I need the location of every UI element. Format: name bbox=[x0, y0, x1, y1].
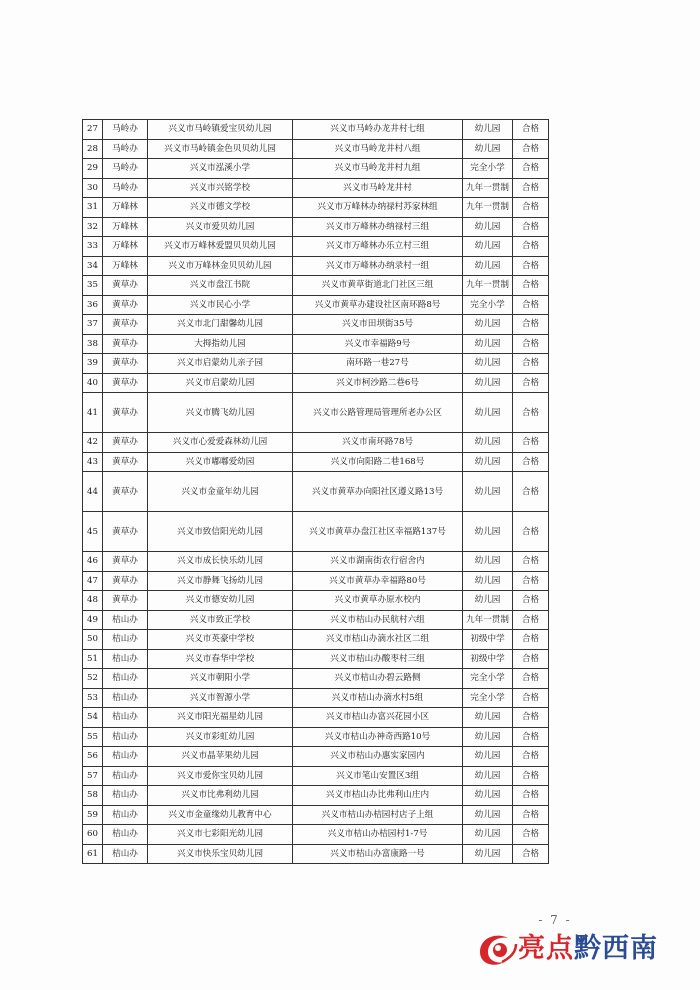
school-type-cell: 幼儿园 bbox=[463, 256, 513, 276]
office-cell: 万峰林 bbox=[103, 217, 148, 237]
school-type-cell: 幼儿园 bbox=[463, 354, 513, 374]
result-cell: 合格 bbox=[513, 393, 549, 433]
school-name-cell: 兴义市阳光福星幼儿园 bbox=[148, 708, 293, 728]
row-number: 28 bbox=[83, 139, 103, 159]
address-cell: 兴义市马岭龙井村八组 bbox=[293, 139, 463, 159]
result-cell: 合格 bbox=[513, 452, 549, 472]
table-row bbox=[83, 433, 549, 453]
school-type-cell: 幼儿园 bbox=[463, 334, 513, 354]
row-number: 34 bbox=[83, 256, 103, 276]
result-cell: 合格 bbox=[513, 354, 549, 374]
row-number: 57 bbox=[83, 766, 103, 786]
school-type-cell: 完全小学 bbox=[463, 669, 513, 689]
school-type-cell: 幼儿园 bbox=[463, 766, 513, 786]
school-name-cell: 兴义市朝阳小学 bbox=[148, 669, 293, 689]
address-cell: 兴义市桔山办惠实家园内 bbox=[293, 747, 463, 767]
result-cell: 合格 bbox=[513, 747, 549, 767]
result-cell: 合格 bbox=[513, 630, 549, 650]
address-cell: 兴义市黄草办建设社区南环路8号 bbox=[293, 295, 463, 315]
address-cell: 兴义市黄草办幸福路80号 bbox=[293, 571, 463, 591]
school-type-cell: 完全小学 bbox=[463, 159, 513, 179]
school-type-cell: 幼儿园 bbox=[463, 571, 513, 591]
school-type-cell: 幼儿园 bbox=[463, 844, 513, 864]
school-name-cell: 兴义市启蒙幼儿园 bbox=[148, 373, 293, 393]
table-row bbox=[83, 766, 549, 786]
address-cell: 兴义市笔山安置区3组 bbox=[293, 766, 463, 786]
result-cell: 合格 bbox=[513, 373, 549, 393]
result-cell: 合格 bbox=[513, 766, 549, 786]
address-cell: 兴义市幸福路9号 bbox=[293, 334, 463, 354]
school-type-cell: 完全小学 bbox=[463, 295, 513, 315]
result-cell: 合格 bbox=[513, 198, 549, 218]
row-number: 41 bbox=[83, 393, 103, 433]
table-row bbox=[83, 295, 549, 315]
result-cell: 合格 bbox=[513, 276, 549, 296]
address-cell: 兴义市马岭龙井村 bbox=[293, 178, 463, 198]
office-cell: 黄草办 bbox=[103, 354, 148, 374]
result-cell: 合格 bbox=[513, 139, 549, 159]
table-row bbox=[83, 512, 549, 552]
result-cell: 合格 bbox=[513, 433, 549, 453]
address-cell: 兴义市柯沙路二巷6号 bbox=[293, 373, 463, 393]
office-cell: 桔山办 bbox=[103, 688, 148, 708]
address-cell: 兴义市马岭办龙井村七组 bbox=[293, 120, 463, 140]
office-cell: 桔山办 bbox=[103, 727, 148, 747]
address-cell: 兴义市田坝街35号 bbox=[293, 315, 463, 335]
table-row bbox=[83, 217, 549, 237]
table-row bbox=[83, 159, 549, 179]
watermark-text-red: 亮点 bbox=[518, 933, 574, 964]
office-cell: 桔山办 bbox=[103, 649, 148, 669]
row-number: 55 bbox=[83, 727, 103, 747]
school-name-cell: 大拇指幼儿园 bbox=[148, 334, 293, 354]
table-row bbox=[83, 747, 549, 767]
address-cell: 兴义市公路管理局管理所老办公区 bbox=[293, 393, 463, 433]
office-cell: 黄草办 bbox=[103, 315, 148, 335]
table-row bbox=[83, 727, 549, 747]
table-row bbox=[83, 552, 549, 572]
swirl-logo-icon bbox=[474, 928, 520, 968]
office-cell: 黄草办 bbox=[103, 472, 148, 512]
row-number: 53 bbox=[83, 688, 103, 708]
school-type-cell: 幼儿园 bbox=[463, 315, 513, 335]
address-cell: 兴义市黄草办向阳社区遵义路13号 bbox=[293, 472, 463, 512]
table-row bbox=[83, 786, 549, 806]
school-type-cell: 幼儿园 bbox=[463, 512, 513, 552]
school-inspection-table bbox=[82, 119, 549, 864]
address-cell: 兴义市桔山办桔园村1-7号 bbox=[293, 825, 463, 845]
result-cell: 合格 bbox=[513, 844, 549, 864]
result-cell: 合格 bbox=[513, 217, 549, 237]
result-cell: 合格 bbox=[513, 688, 549, 708]
school-name-cell: 兴义市英豪中学校 bbox=[148, 630, 293, 650]
result-cell: 合格 bbox=[513, 708, 549, 728]
table-row bbox=[83, 571, 549, 591]
row-number: 35 bbox=[83, 276, 103, 296]
school-name-cell: 兴义市万峰林金贝贝幼儿园 bbox=[148, 256, 293, 276]
address-cell: 兴义市桔山办滴水社区二组 bbox=[293, 630, 463, 650]
school-name-cell: 兴义市致正学校 bbox=[148, 610, 293, 630]
office-cell: 黄草办 bbox=[103, 571, 148, 591]
address-cell: 兴义市黄草街道北门社区三组 bbox=[293, 276, 463, 296]
row-number: 52 bbox=[83, 669, 103, 689]
row-number: 50 bbox=[83, 630, 103, 650]
school-name-cell: 兴义市北门甜馨幼儿园 bbox=[148, 315, 293, 335]
row-number: 32 bbox=[83, 217, 103, 237]
address-cell: 兴义市湖南街农行宿舍内 bbox=[293, 552, 463, 572]
table-row bbox=[83, 805, 549, 825]
result-cell: 合格 bbox=[513, 159, 549, 179]
school-name-cell: 兴义市成长快乐幼儿园 bbox=[148, 552, 293, 572]
table-body bbox=[83, 120, 549, 864]
school-type-cell: 幼儿园 bbox=[463, 805, 513, 825]
address-cell: 兴义市万峰林办纳禄村三组 bbox=[293, 217, 463, 237]
row-number: 42 bbox=[83, 433, 103, 453]
table-row bbox=[83, 373, 549, 393]
school-type-cell: 幼儿园 bbox=[463, 708, 513, 728]
school-type-cell: 幼儿园 bbox=[463, 433, 513, 453]
office-cell: 桔山办 bbox=[103, 766, 148, 786]
table-row bbox=[83, 688, 549, 708]
school-type-cell: 初级中学 bbox=[463, 649, 513, 669]
address-cell: 兴义市桔山办滴水村5组 bbox=[293, 688, 463, 708]
row-number: 60 bbox=[83, 825, 103, 845]
office-cell: 桔山办 bbox=[103, 630, 148, 650]
office-cell: 黄草办 bbox=[103, 334, 148, 354]
office-cell: 桔山办 bbox=[103, 825, 148, 845]
row-number: 27 bbox=[83, 120, 103, 140]
address-cell: 兴义市万峰林办纳禄村苏家林组 bbox=[293, 198, 463, 218]
result-cell: 合格 bbox=[513, 295, 549, 315]
result-cell: 合格 bbox=[513, 649, 549, 669]
address-cell: 兴义市桔山办民航村六组 bbox=[293, 610, 463, 630]
result-cell: 合格 bbox=[513, 552, 549, 572]
address-cell: 兴义市万峰林办乐立村三组 bbox=[293, 237, 463, 257]
result-cell: 合格 bbox=[513, 315, 549, 335]
table-row bbox=[83, 334, 549, 354]
school-name-cell: 兴义市德文学校 bbox=[148, 198, 293, 218]
table-row bbox=[83, 452, 549, 472]
office-cell: 马岭办 bbox=[103, 178, 148, 198]
table-row bbox=[83, 610, 549, 630]
school-type-cell: 幼儿园 bbox=[463, 786, 513, 806]
office-cell: 万峰林 bbox=[103, 198, 148, 218]
school-type-cell: 幼儿园 bbox=[463, 373, 513, 393]
school-type-cell: 九年一贯制 bbox=[463, 276, 513, 296]
table-row bbox=[83, 198, 549, 218]
school-name-cell: 兴义市金童缘幼儿教育中心 bbox=[148, 805, 293, 825]
address-cell: 兴义市桔山办桔园村店子上组 bbox=[293, 805, 463, 825]
school-name-cell: 兴义市心爱爱森林幼儿园 bbox=[148, 433, 293, 453]
row-number: 46 bbox=[83, 552, 103, 572]
address-cell: 兴义市黄草办原水校内 bbox=[293, 591, 463, 611]
result-cell: 合格 bbox=[513, 669, 549, 689]
school-name-cell: 兴义市兴铭学校 bbox=[148, 178, 293, 198]
office-cell: 马岭办 bbox=[103, 120, 148, 140]
school-name-cell: 兴义市万峰林爱盟贝贝幼儿园 bbox=[148, 237, 293, 257]
row-number: 49 bbox=[83, 610, 103, 630]
school-type-cell: 初级中学 bbox=[463, 630, 513, 650]
office-cell: 黄草办 bbox=[103, 373, 148, 393]
address-cell: 兴义市桔山办富兴花园小区 bbox=[293, 708, 463, 728]
table-row bbox=[83, 844, 549, 864]
school-type-cell: 幼儿园 bbox=[463, 747, 513, 767]
row-number: 61 bbox=[83, 844, 103, 864]
school-type-cell: 幼儿园 bbox=[463, 120, 513, 140]
address-cell: 兴义市桔山办比弗利山庄内 bbox=[293, 786, 463, 806]
address-cell: 兴义市桔山办富康路一号 bbox=[293, 844, 463, 864]
table-row bbox=[83, 472, 549, 512]
result-cell: 合格 bbox=[513, 591, 549, 611]
school-name-cell: 兴义市泓溪小学 bbox=[148, 159, 293, 179]
address-cell: 兴义市黄草办盘江社区幸福路137号 bbox=[293, 512, 463, 552]
row-number: 29 bbox=[83, 159, 103, 179]
row-number: 31 bbox=[83, 198, 103, 218]
school-name-cell: 兴义市彩虹幼儿园 bbox=[148, 727, 293, 747]
result-cell: 合格 bbox=[513, 805, 549, 825]
table-row bbox=[83, 591, 549, 611]
result-cell: 合格 bbox=[513, 334, 549, 354]
school-type-cell: 九年一贯制 bbox=[463, 610, 513, 630]
school-type-cell: 幼儿园 bbox=[463, 472, 513, 512]
school-name-cell: 兴义市爱你宝贝幼儿园 bbox=[148, 766, 293, 786]
result-cell: 合格 bbox=[513, 237, 549, 257]
school-name-cell: 兴义市德安幼儿园 bbox=[148, 591, 293, 611]
address-cell: 兴义市向阳路二巷168号 bbox=[293, 452, 463, 472]
office-cell: 桔山办 bbox=[103, 669, 148, 689]
office-cell: 桔山办 bbox=[103, 708, 148, 728]
school-name-cell: 兴义市马岭镇爱宝贝幼儿园 bbox=[148, 120, 293, 140]
office-cell: 黄草办 bbox=[103, 452, 148, 472]
office-cell: 黄草办 bbox=[103, 591, 148, 611]
address-cell: 南环路一巷27号 bbox=[293, 354, 463, 374]
school-type-cell: 九年一贯制 bbox=[463, 198, 513, 218]
school-type-cell: 幼儿园 bbox=[463, 591, 513, 611]
school-name-cell: 兴义市晶苹果幼儿园 bbox=[148, 747, 293, 767]
school-name-cell: 兴义市智源小学 bbox=[148, 688, 293, 708]
school-name-cell: 兴义市金童年幼儿园 bbox=[148, 472, 293, 512]
row-number: 44 bbox=[83, 472, 103, 512]
school-type-cell: 九年一贯制 bbox=[463, 178, 513, 198]
result-cell: 合格 bbox=[513, 512, 549, 552]
result-cell: 合格 bbox=[513, 571, 549, 591]
office-cell: 黄草办 bbox=[103, 433, 148, 453]
result-cell: 合格 bbox=[513, 825, 549, 845]
office-cell: 黄草办 bbox=[103, 393, 148, 433]
table-row bbox=[83, 178, 549, 198]
office-cell: 黄草办 bbox=[103, 552, 148, 572]
school-name-cell: 兴义市嘟嘟爱幼园 bbox=[148, 452, 293, 472]
row-number: 39 bbox=[83, 354, 103, 374]
office-cell: 桔山办 bbox=[103, 805, 148, 825]
address-cell: 兴义市马岭龙井村九组 bbox=[293, 159, 463, 179]
address-cell: 兴义市南环路78号 bbox=[293, 433, 463, 453]
watermark-text bbox=[518, 926, 658, 965]
table-row bbox=[83, 825, 549, 845]
school-type-cell: 幼儿园 bbox=[463, 237, 513, 257]
school-type-cell: 幼儿园 bbox=[463, 217, 513, 237]
watermark-text-blue: 黔西南 bbox=[574, 933, 658, 964]
school-name-cell: 兴义市腾飞幼儿园 bbox=[148, 393, 293, 433]
school-type-cell: 幼儿园 bbox=[463, 139, 513, 159]
table-row bbox=[83, 276, 549, 296]
result-cell: 合格 bbox=[513, 120, 549, 140]
row-number: 37 bbox=[83, 315, 103, 335]
result-cell: 合格 bbox=[513, 178, 549, 198]
page-number: - 7 - bbox=[538, 913, 572, 927]
school-type-cell: 幼儿园 bbox=[463, 727, 513, 747]
office-cell: 万峰林 bbox=[103, 256, 148, 276]
row-number: 38 bbox=[83, 334, 103, 354]
table-row bbox=[83, 120, 549, 140]
row-number: 36 bbox=[83, 295, 103, 315]
row-number: 54 bbox=[83, 708, 103, 728]
school-type-cell: 幼儿园 bbox=[463, 393, 513, 433]
row-number: 33 bbox=[83, 237, 103, 257]
address-cell: 兴义市万峰林办纳录村一组 bbox=[293, 256, 463, 276]
school-name-cell: 兴义市比弗利幼儿园 bbox=[148, 786, 293, 806]
result-cell: 合格 bbox=[513, 472, 549, 512]
result-cell: 合格 bbox=[513, 610, 549, 630]
school-name-cell: 兴义市致信阳光幼儿园 bbox=[148, 512, 293, 552]
school-type-cell: 幼儿园 bbox=[463, 825, 513, 845]
school-name-cell: 兴义市静舞飞扬幼儿园 bbox=[148, 571, 293, 591]
office-cell: 黄草办 bbox=[103, 512, 148, 552]
row-number: 48 bbox=[83, 591, 103, 611]
office-cell: 马岭办 bbox=[103, 159, 148, 179]
table-row bbox=[83, 315, 549, 335]
result-cell: 合格 bbox=[513, 727, 549, 747]
school-name-cell: 兴义市爱贝幼儿园 bbox=[148, 217, 293, 237]
table-row bbox=[83, 393, 549, 433]
result-cell: 合格 bbox=[513, 256, 549, 276]
office-cell: 桔山办 bbox=[103, 610, 148, 630]
row-number: 30 bbox=[83, 178, 103, 198]
table-row bbox=[83, 630, 549, 650]
school-name-cell: 兴义市盘江书院 bbox=[148, 276, 293, 296]
table-row bbox=[83, 237, 549, 257]
school-name-cell: 兴义市马岭镇金色贝贝幼儿园 bbox=[148, 139, 293, 159]
office-cell: 桔山办 bbox=[103, 786, 148, 806]
school-name-cell: 兴义市启蒙幼儿亲子园 bbox=[148, 354, 293, 374]
row-number: 47 bbox=[83, 571, 103, 591]
row-number: 45 bbox=[83, 512, 103, 552]
address-cell: 兴义市桔山办神奇西路10号 bbox=[293, 727, 463, 747]
table-row bbox=[83, 708, 549, 728]
table-row bbox=[83, 354, 549, 374]
office-cell: 桔山办 bbox=[103, 844, 148, 864]
table-row bbox=[83, 256, 549, 276]
row-number: 43 bbox=[83, 452, 103, 472]
office-cell: 黄草办 bbox=[103, 295, 148, 315]
row-number: 59 bbox=[83, 805, 103, 825]
school-name-cell: 兴义市七彩阳光幼儿园 bbox=[148, 825, 293, 845]
office-cell: 万峰林 bbox=[103, 237, 148, 257]
address-cell: 兴义市桔山办酸枣村三组 bbox=[293, 649, 463, 669]
address-cell: 兴义市桔山办碧云路侧 bbox=[293, 669, 463, 689]
watermark bbox=[470, 922, 690, 972]
row-number: 51 bbox=[83, 649, 103, 669]
table-row bbox=[83, 669, 549, 689]
office-cell: 黄草办 bbox=[103, 276, 148, 296]
result-cell: 合格 bbox=[513, 786, 549, 806]
office-cell: 桔山办 bbox=[103, 747, 148, 767]
school-name-cell: 兴义市春华中学校 bbox=[148, 649, 293, 669]
row-number: 56 bbox=[83, 747, 103, 767]
school-type-cell: 完全小学 bbox=[463, 688, 513, 708]
school-type-cell: 幼儿园 bbox=[463, 552, 513, 572]
row-number: 40 bbox=[83, 373, 103, 393]
office-cell: 马岭办 bbox=[103, 139, 148, 159]
row-number: 58 bbox=[83, 786, 103, 806]
school-type-cell: 幼儿园 bbox=[463, 452, 513, 472]
school-name-cell: 兴义市民心小学 bbox=[148, 295, 293, 315]
school-name-cell: 兴义市快乐宝贝幼儿园 bbox=[148, 844, 293, 864]
table-row bbox=[83, 139, 549, 159]
table-row bbox=[83, 649, 549, 669]
